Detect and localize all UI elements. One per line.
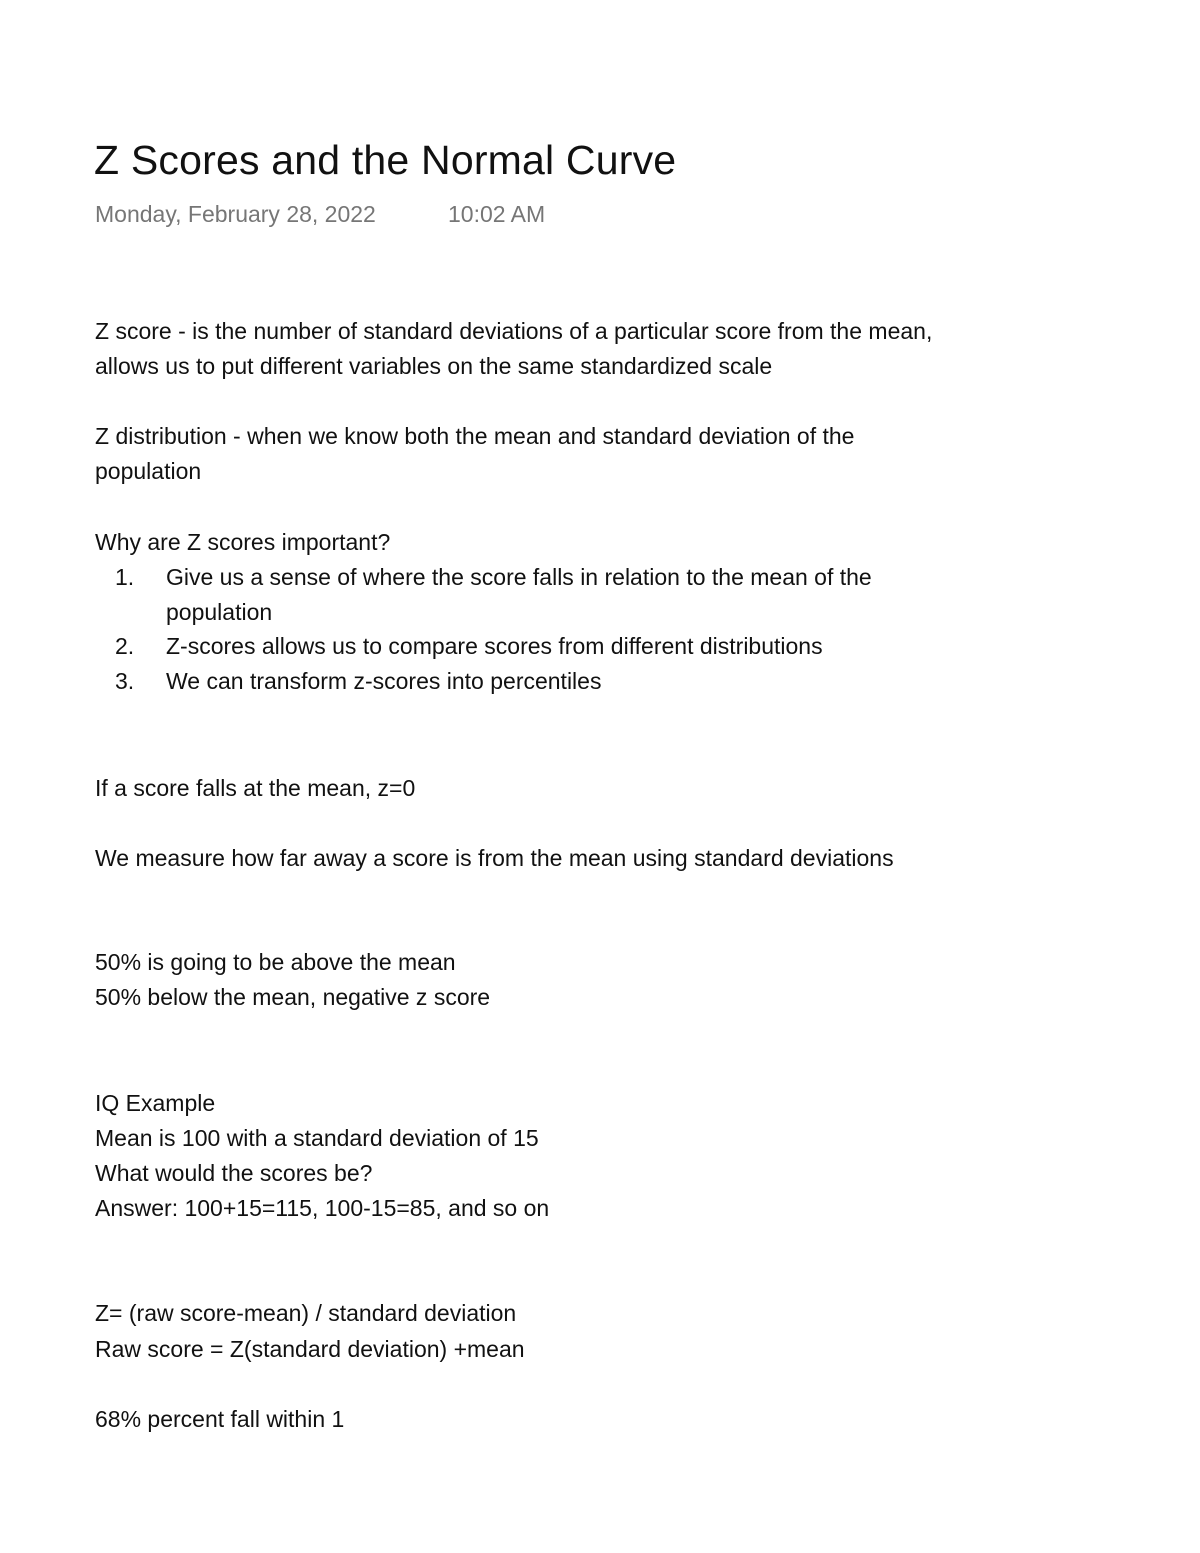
list-number: 3. bbox=[115, 668, 135, 694]
list-text: We can transform z-scores into percentiles bbox=[166, 668, 602, 694]
zdistribution-definition-line-1: Z distribution - when we know both the mean and standard deviation of the bbox=[95, 423, 855, 449]
list-text: Give us a sense of where the score falls in relation to the mean of the bbox=[166, 564, 872, 590]
note-time: 10:02 AM bbox=[448, 201, 546, 227]
within-one-sd-line: 68% percent fall within 1 bbox=[95, 1406, 345, 1432]
above-mean-line: 50% is going to be above the mean bbox=[95, 949, 456, 975]
list-number: 2. bbox=[115, 633, 135, 659]
below-mean-line: 50% below the mean, negative z score bbox=[95, 984, 491, 1010]
zscore-definition-line-2: allows us to put different variables on the same standardized scale bbox=[95, 353, 773, 379]
note-date: Monday, February 28, 2022 bbox=[95, 201, 376, 227]
mean-z-line: If a score falls at the mean, z=0 bbox=[95, 775, 416, 801]
list-text: Z-scores allows us to compare scores from different distributions bbox=[166, 633, 823, 659]
list-text: population bbox=[166, 599, 273, 625]
iq-mean-line: Mean is 100 with a standard deviation of 15 bbox=[95, 1125, 539, 1151]
z-formula-line: Z= (raw score-mean) / standard deviation bbox=[95, 1300, 517, 1326]
iq-heading: IQ Example bbox=[95, 1090, 216, 1116]
measure-line: We measure how far away a score is from the mean using standard deviations bbox=[95, 845, 894, 871]
iq-answer-line: Answer: 100+15=115, 100-15=85, and so on bbox=[95, 1195, 550, 1221]
why-heading: Why are Z scores important? bbox=[95, 529, 391, 555]
raw-score-formula-line: Raw score = Z(standard deviation) +mean bbox=[95, 1336, 525, 1362]
zdistribution-definition-line-2: population bbox=[95, 458, 202, 484]
page-title: Z Scores and the Normal Curve bbox=[94, 137, 677, 183]
list-number: 1. bbox=[115, 564, 135, 590]
zscore-definition-line-1: Z score - is the number of standard deviations of a particular score from the mean, bbox=[95, 318, 933, 344]
iq-question-line: What would the scores be? bbox=[95, 1160, 373, 1186]
